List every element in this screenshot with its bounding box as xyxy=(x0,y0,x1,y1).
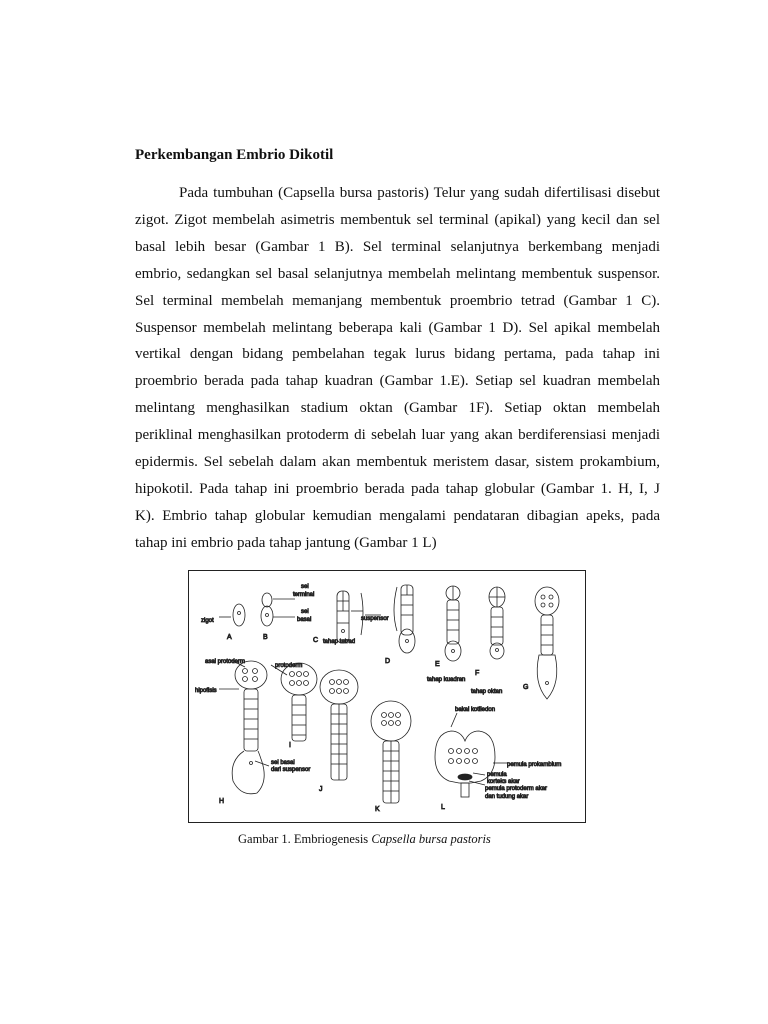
stage-letter: I xyxy=(289,742,291,749)
paragraph-line: melintang menghasilkan stadium oktan (Gambar 1F). Setiap oktan membelah xyxy=(135,400,660,417)
stage-j-globular xyxy=(320,670,358,780)
stage-letter: C xyxy=(313,637,319,644)
caption-prefix: Gambar 1. Embriogenesis xyxy=(238,832,372,846)
label-sel-terminal: sel xyxy=(301,584,309,590)
label-suspensor: suspensor xyxy=(361,616,389,622)
paragraph-line: hipokotil. Pada tahap ini proembrio berada pada tahap globular (Gambar 1. H, I, J xyxy=(135,480,660,497)
stage-b-two-cell xyxy=(261,593,295,626)
label-sel-basal-suspensor: dari suspensor xyxy=(271,767,311,773)
label-pemula-protoderm: dan tudung akar xyxy=(485,794,529,800)
paragraph-line: embrio, sedangkan sel basal selanjutnya membelah melintang membentuk suspensor. xyxy=(135,265,660,282)
paragraph-line: K). Embrio tahap globular kemudian mengalami pendataran dibagian apeks, pada xyxy=(135,507,660,524)
embryo-illustration xyxy=(189,571,585,822)
stage-g-globular xyxy=(535,587,559,699)
caption-species: Capsella bursa pastoris xyxy=(371,832,491,846)
paragraph-line: Pada tumbuhan (Capsella bursa pastoris) Telur yang sudah difertilisasi disebut xyxy=(179,185,660,201)
embryogenesis-figure xyxy=(188,570,586,823)
stage-letter: L xyxy=(441,804,445,811)
label-bakal-kotiledon: bakal kotiledon xyxy=(455,707,496,713)
stage-f-octant xyxy=(489,587,505,659)
label-pemula-korteks: pemula xyxy=(487,772,507,778)
label-pemula-korteks: korteks akar xyxy=(487,779,520,785)
label-hipofisis: hipofisis xyxy=(195,688,217,694)
paragraph-line: tahap ini embrio pada tahap jantung (Gambar 1 L) xyxy=(135,534,437,551)
label-tahap-tetrad: tahap tetrad xyxy=(323,639,356,645)
stage-letter: J xyxy=(319,786,323,793)
paragraph-line: periklinal menghasilkan protoderm di sebelah luar yang akan berdiferensiasi menjadi xyxy=(135,427,660,444)
stage-letter: K xyxy=(375,806,380,813)
stage-letter: H xyxy=(219,798,225,805)
paragraph-line: basal lebih besar (Gambar 1 B). Sel terminal selanjutnya berkembang menjadi xyxy=(135,238,660,255)
paragraph-line: proembrio berada pada tahap kuadran (Gambar 1.E). Setiap sel kuadran membelah xyxy=(135,373,660,390)
stage-a-zygote xyxy=(219,604,245,626)
label-pemula-protoderm: pemula protoderm akar xyxy=(485,786,548,792)
stage-letter: F xyxy=(475,670,480,677)
label-tahap-kuadran: tahap kuadran xyxy=(427,677,466,683)
figure-caption xyxy=(238,832,491,847)
stage-letter: B xyxy=(263,634,268,641)
label-protoderm: protoderm xyxy=(275,663,303,669)
label-sel-terminal: terminal xyxy=(293,592,315,598)
paragraph-line: vertikal dengan bidang pembelahan tegak lurus bidang pertama, pada tahap ini xyxy=(135,346,660,363)
stage-letter: G xyxy=(523,684,529,691)
label-pemula-prokambium: pemula prokambium xyxy=(507,762,562,768)
body-paragraph xyxy=(135,180,660,557)
label-tahap-oktan: tahap oktan xyxy=(471,689,503,695)
stage-letter: D xyxy=(385,658,391,665)
stage-h-globular xyxy=(232,661,267,794)
paragraph-line: epidermis. Sel sebelah dalam akan membentuk meristem dasar, sistem prokambium, xyxy=(135,454,660,471)
paragraph-line: zigot. Zigot membelah asimetris membentuk sel terminal (apikal) yang kecil dan sel xyxy=(135,211,660,228)
stage-letter: E xyxy=(435,661,440,668)
paragraph-line: Suspensor membelah melintang beberapa kali (Gambar 1 D). Sel apikal membelah xyxy=(135,319,660,336)
label-asal-protoderm: asal protoderm xyxy=(205,659,246,665)
section-title: Perkembangan Embrio Dikotil xyxy=(135,147,334,163)
stage-e-quadrant xyxy=(445,586,461,661)
stage-d-suspensor xyxy=(394,585,415,653)
label-sel-basal: basal xyxy=(297,617,312,623)
stage-letter: A xyxy=(227,634,232,641)
paragraph-line: Sel terminal membelah memanjang membentuk proembrio tetrad (Gambar 1 C). xyxy=(135,292,660,309)
stage-k-globular xyxy=(371,701,411,803)
label-sel-basal: sel xyxy=(301,609,309,615)
label-sel-basal-suspensor: sel basal xyxy=(271,760,295,766)
label-zigot: zigot xyxy=(201,618,214,624)
